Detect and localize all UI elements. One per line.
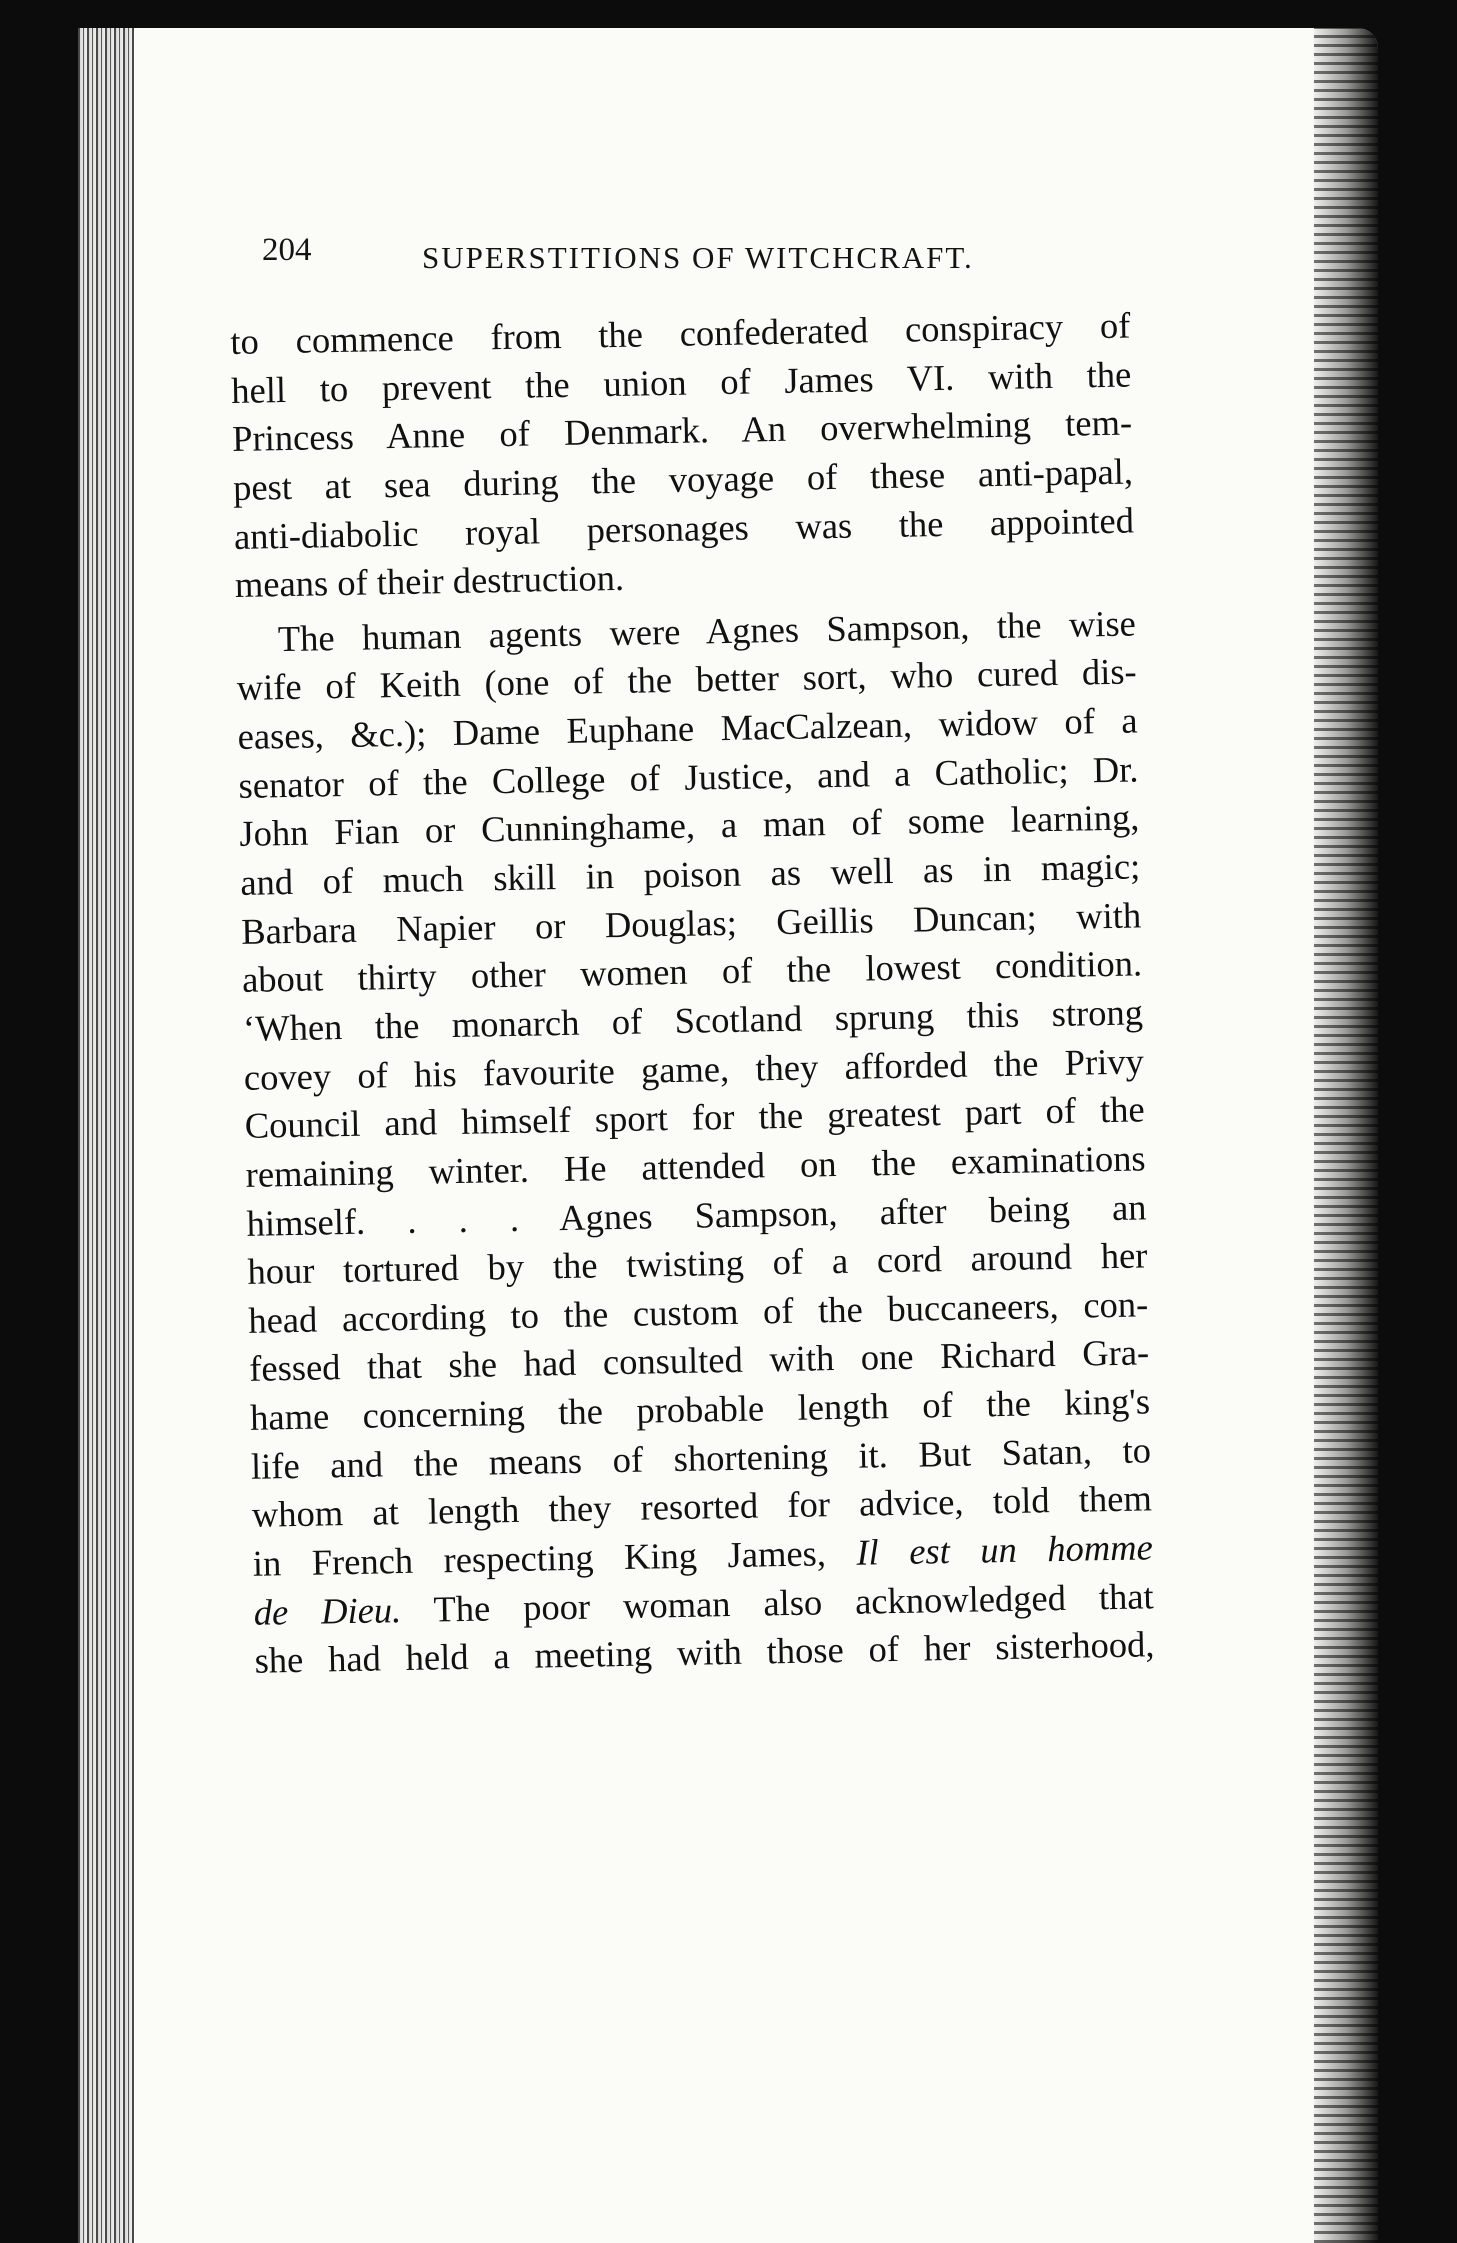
body-text (230, 302, 1155, 1686)
binding-gutter (78, 28, 134, 2243)
italic-phrase: Il est un homme (856, 1526, 1154, 1573)
text-line: eases, &c.); Dame Euphane MacCalzean, widow of a (237, 699, 1138, 758)
text-line: himself. . . . Agnes Sampson, after being an (246, 1185, 1147, 1244)
text-line: pest at sea during the voyage of these anti-papal, (232, 450, 1134, 508)
text-line: remaining winter. He attended on the examinations (245, 1137, 1146, 1195)
paragraph-2 (235, 599, 1154, 1685)
page-number: 204 (262, 232, 312, 268)
text-line: John Fian or Cunninghame, a man of some learning, (239, 796, 1140, 855)
italic-phrase: de Dieu. (253, 1588, 402, 1633)
text-line: Princess Anne of Denmark. An overwhelming tem- (231, 401, 1133, 460)
text-line: life and the means of shortening it. But Satan, to (250, 1429, 1152, 1487)
text-line: ‘When the monarch of Scotland sprung this strong (242, 991, 1144, 1049)
text-line: hell to prevent the union of James VI. with the (230, 353, 1132, 411)
text-line: anti-diabolic royal personages was the appointed (233, 499, 1135, 557)
text-line: to commence from the confederated conspiracy of (230, 304, 1131, 362)
text-line: hour tortured by the twisting of a cord around her (247, 1234, 1148, 1293)
text-line: about thirty other women of the lowest condition. (241, 942, 1143, 1001)
text-segment: in French respecting King James, (252, 1532, 827, 1584)
text-line: whom at length they resorted for advice, told them (251, 1477, 1153, 1536)
text-line: The human agents were Agnes Sampson, the wise (277, 602, 1137, 660)
text-line: means of their destruction. (234, 557, 625, 606)
text-segment: The poor woman also acknowledged that (433, 1574, 1154, 1630)
text-line: she had held a meeting with those of her sisterhood, (254, 1623, 1155, 1682)
paragraph-1 (230, 302, 1135, 610)
text-line: Barbara Napier or Douglas; Geillis Duncan; with (240, 894, 1142, 952)
page-edge-shadow (1314, 28, 1378, 2243)
text-line: hame concerning the probable length of the king's (249, 1380, 1151, 1438)
text-line: fessed that she had consulted with one Richard Gra- (248, 1331, 1150, 1390)
text-line: covey of his favourite game, they afforded the Privy (243, 1039, 1145, 1098)
text-line: and of much skill in poison as well as in magic; (239, 845, 1141, 903)
text-line: head according to the custom of the buccaneers, con- (247, 1283, 1149, 1341)
text-line: senator of the College of Justice, and a Catholic; Dr. (238, 748, 1139, 806)
text-line: Council and himself sport for the greatest part of the (244, 1088, 1146, 1147)
text-line: wife of Keith (one of the better sort, who cured dis- (236, 650, 1138, 709)
running-title: SUPERSTITIONS OF WITCHCRAFT. (422, 240, 974, 275)
